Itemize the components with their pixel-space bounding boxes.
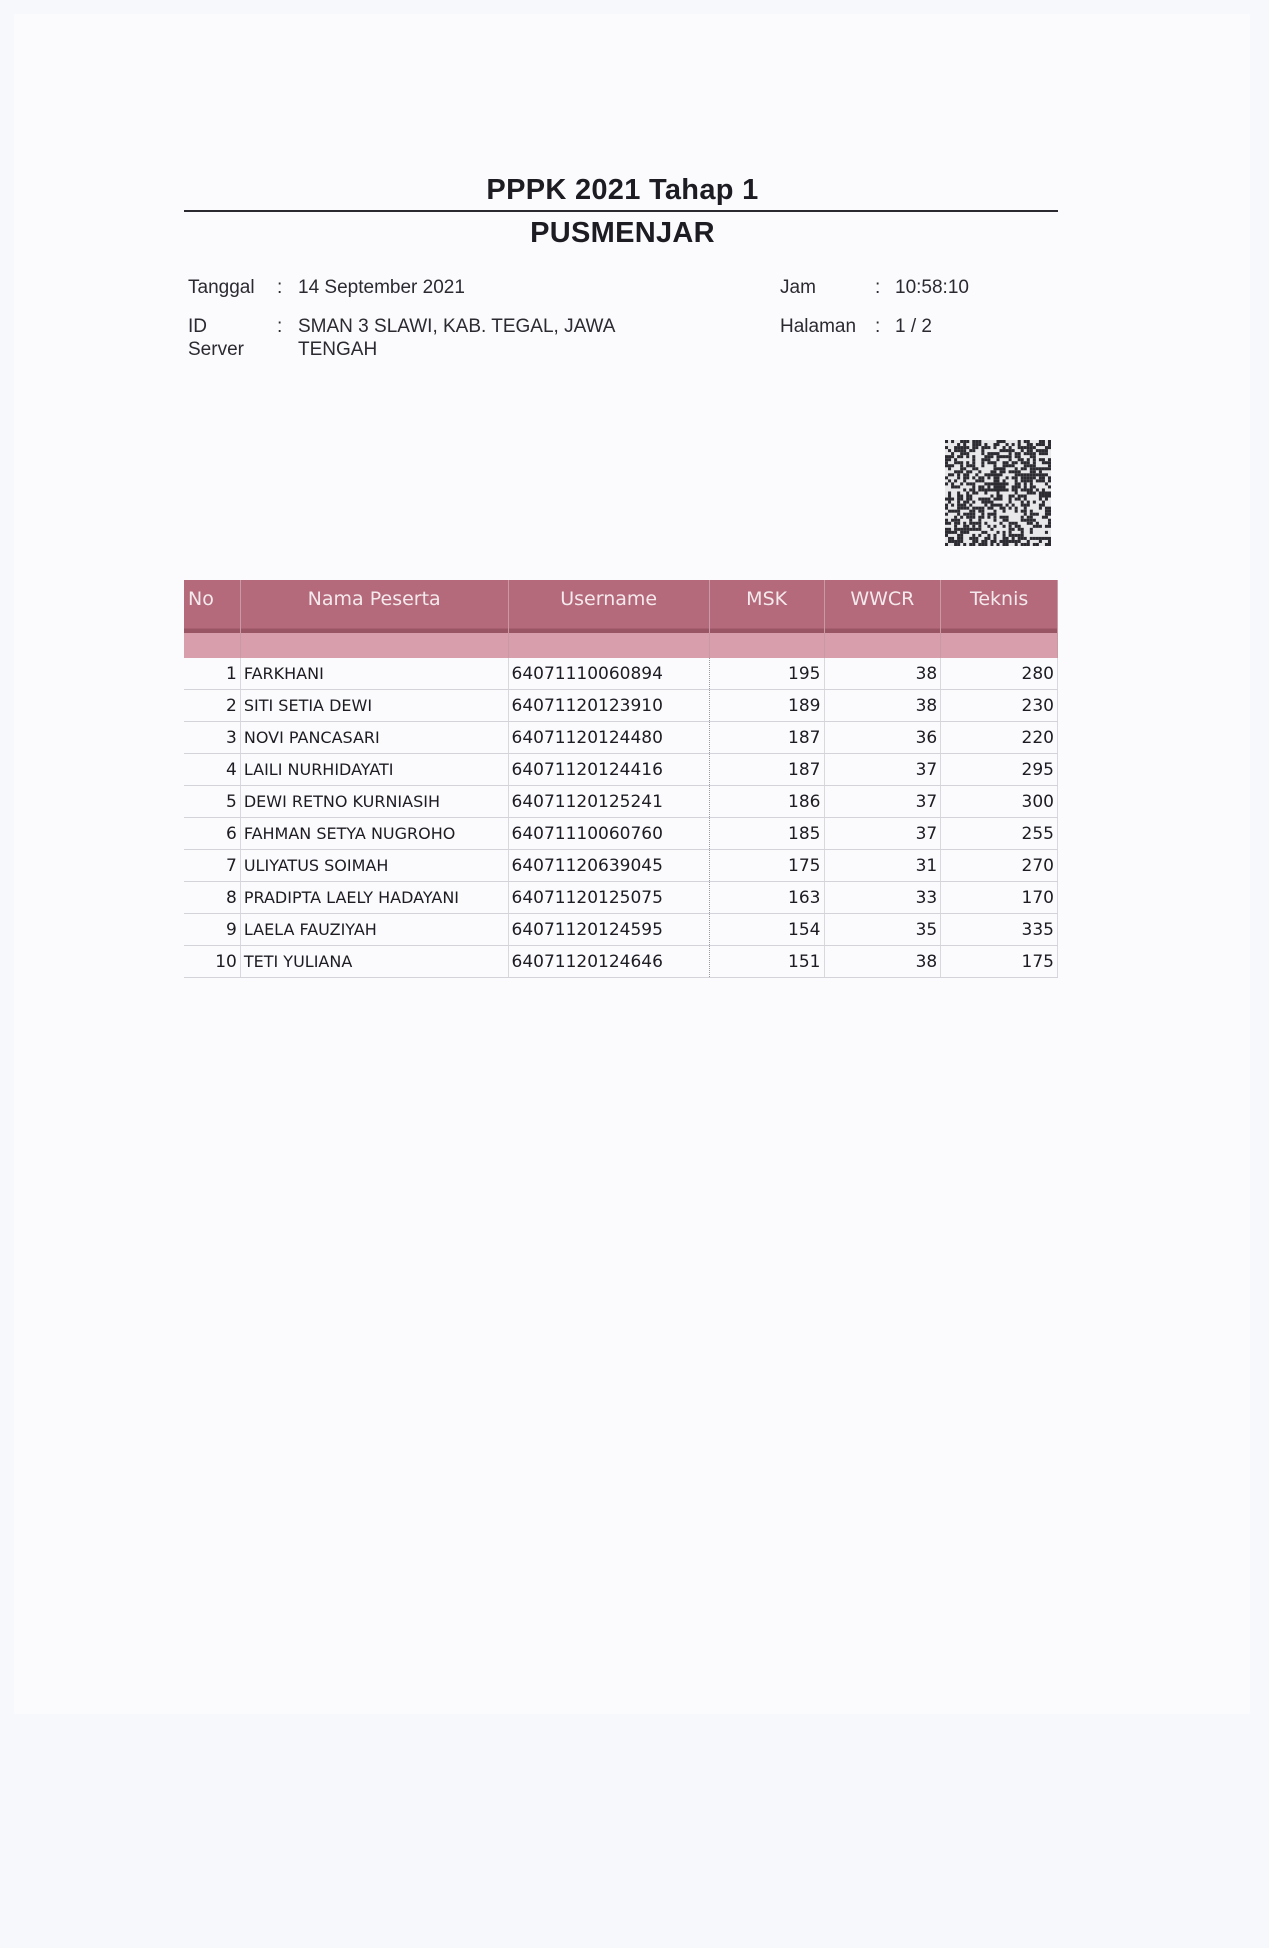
cell-msk: 175: [709, 850, 824, 882]
cell-wwcr: 38: [824, 690, 941, 722]
table-row: [184, 658, 1058, 690]
header-teknis: Teknis: [941, 580, 1058, 658]
meta-halaman: [780, 315, 1040, 339]
cell-nama: LAILI NURHIDAYATI: [240, 754, 508, 786]
header-wwcr: WWCR: [824, 580, 941, 658]
meta-id-server: [188, 315, 688, 363]
cell-username: 64071120124416: [508, 754, 709, 786]
cell-msk: 154: [709, 914, 824, 946]
cell-teknis: 220: [941, 722, 1058, 754]
cell-username: 64071120639045: [508, 850, 709, 882]
cell-username: 64071120125241: [508, 786, 709, 818]
id-server-value: SMAN 3 SLAWI, KAB. TEGAL, JAWA TENGAH: [298, 316, 615, 360]
header-msk: MSK: [709, 580, 824, 658]
table-row: [184, 722, 1058, 754]
cell-no: 6: [184, 818, 240, 850]
halaman-colon: :: [875, 316, 881, 337]
cell-no: 8: [184, 882, 240, 914]
cell-msk: 186: [709, 786, 824, 818]
cell-teknis: 280: [941, 658, 1058, 690]
cell-teknis: 300: [941, 786, 1058, 818]
tanggal-label: Tanggal: [188, 277, 255, 298]
jam-colon: :: [875, 277, 881, 298]
cell-wwcr: 35: [824, 914, 941, 946]
cell-nama: FARKHANI: [240, 658, 508, 690]
cell-teknis: 270: [941, 850, 1058, 882]
cell-username: 64071120125075: [508, 882, 709, 914]
cell-nama: NOVI PANCASARI: [240, 722, 508, 754]
cell-username: 64071120124646: [508, 946, 709, 978]
cell-no: 7: [184, 850, 240, 882]
cell-no: 4: [184, 754, 240, 786]
cell-teknis: 255: [941, 818, 1058, 850]
cell-teknis: 175: [941, 946, 1058, 978]
cell-wwcr: 37: [824, 754, 941, 786]
halaman-label: Halaman: [780, 316, 857, 337]
cell-wwcr: 36: [824, 722, 941, 754]
cell-msk: 195: [709, 658, 824, 690]
cell-teknis: 335: [941, 914, 1058, 946]
cell-wwcr: 33: [824, 882, 941, 914]
cell-username: 64071110060894: [508, 658, 709, 690]
table-row: [184, 786, 1058, 818]
cell-nama: TETI YULIANA: [240, 946, 508, 978]
cell-nama: SITI SETIA DEWI: [240, 690, 508, 722]
id-server-label: ID Server: [188, 316, 244, 360]
cell-wwcr: 31: [824, 850, 941, 882]
table-row: [184, 690, 1058, 722]
tanggal-colon: :: [277, 277, 283, 298]
id-server-colon: :: [277, 316, 283, 337]
cell-teknis: 170: [941, 882, 1058, 914]
halaman-value: 1 / 2: [895, 316, 932, 337]
cell-teknis: 295: [941, 754, 1058, 786]
cell-msk: 189: [709, 690, 824, 722]
table-row: [184, 946, 1058, 978]
table-row: [184, 754, 1058, 786]
table-row: [184, 850, 1058, 882]
cell-username: 64071120124595: [508, 914, 709, 946]
table-row: [184, 882, 1058, 914]
meta-jam: [780, 276, 1040, 300]
cell-msk: 185: [709, 818, 824, 850]
title-divider: [184, 210, 1058, 212]
header-username: Username: [508, 580, 709, 658]
cell-msk: 187: [709, 754, 824, 786]
cell-no: 5: [184, 786, 240, 818]
cell-nama: PRADIPTA LAELY HADAYANI: [240, 882, 508, 914]
qr-code-icon: [945, 440, 1051, 546]
table-row: [184, 914, 1058, 946]
cell-msk: 187: [709, 722, 824, 754]
cell-nama: LAELA FAUZIYAH: [240, 914, 508, 946]
cell-msk: 151: [709, 946, 824, 978]
cell-teknis: 230: [941, 690, 1058, 722]
cell-msk: 163: [709, 882, 824, 914]
cell-username: 64071110060760: [508, 818, 709, 850]
header-nama-peserta: Nama Peserta: [240, 580, 508, 658]
table-row: [184, 818, 1058, 850]
cell-nama: DEWI RETNO KURNIASIH: [240, 786, 508, 818]
tanggal-value: 14 September 2021: [298, 277, 465, 298]
header-no: No: [184, 580, 240, 658]
cell-wwcr: 37: [824, 818, 941, 850]
document-subtitle: PUSMENJAR: [530, 217, 715, 249]
cell-nama: ULIYATUS SOIMAH: [240, 850, 508, 882]
cell-username: 64071120124480: [508, 722, 709, 754]
jam-value: 10:58:10: [895, 277, 969, 298]
cell-wwcr: 38: [824, 946, 941, 978]
table-header-row: [184, 580, 1058, 658]
jam-label: Jam: [780, 277, 816, 298]
cell-username: 64071120123910: [508, 690, 709, 722]
cell-no: 2: [184, 690, 240, 722]
cell-wwcr: 38: [824, 658, 941, 690]
cell-no: 10: [184, 946, 240, 978]
cell-no: 3: [184, 722, 240, 754]
cell-wwcr: 37: [824, 786, 941, 818]
cell-no: 1: [184, 658, 240, 690]
document-title: PPPK 2021 Tahap 1: [486, 174, 759, 206]
cell-no: 9: [184, 914, 240, 946]
meta-tanggal: [188, 276, 688, 300]
results-table: [184, 580, 1058, 978]
cell-nama: FAHMAN SETYA NUGROHO: [240, 818, 508, 850]
